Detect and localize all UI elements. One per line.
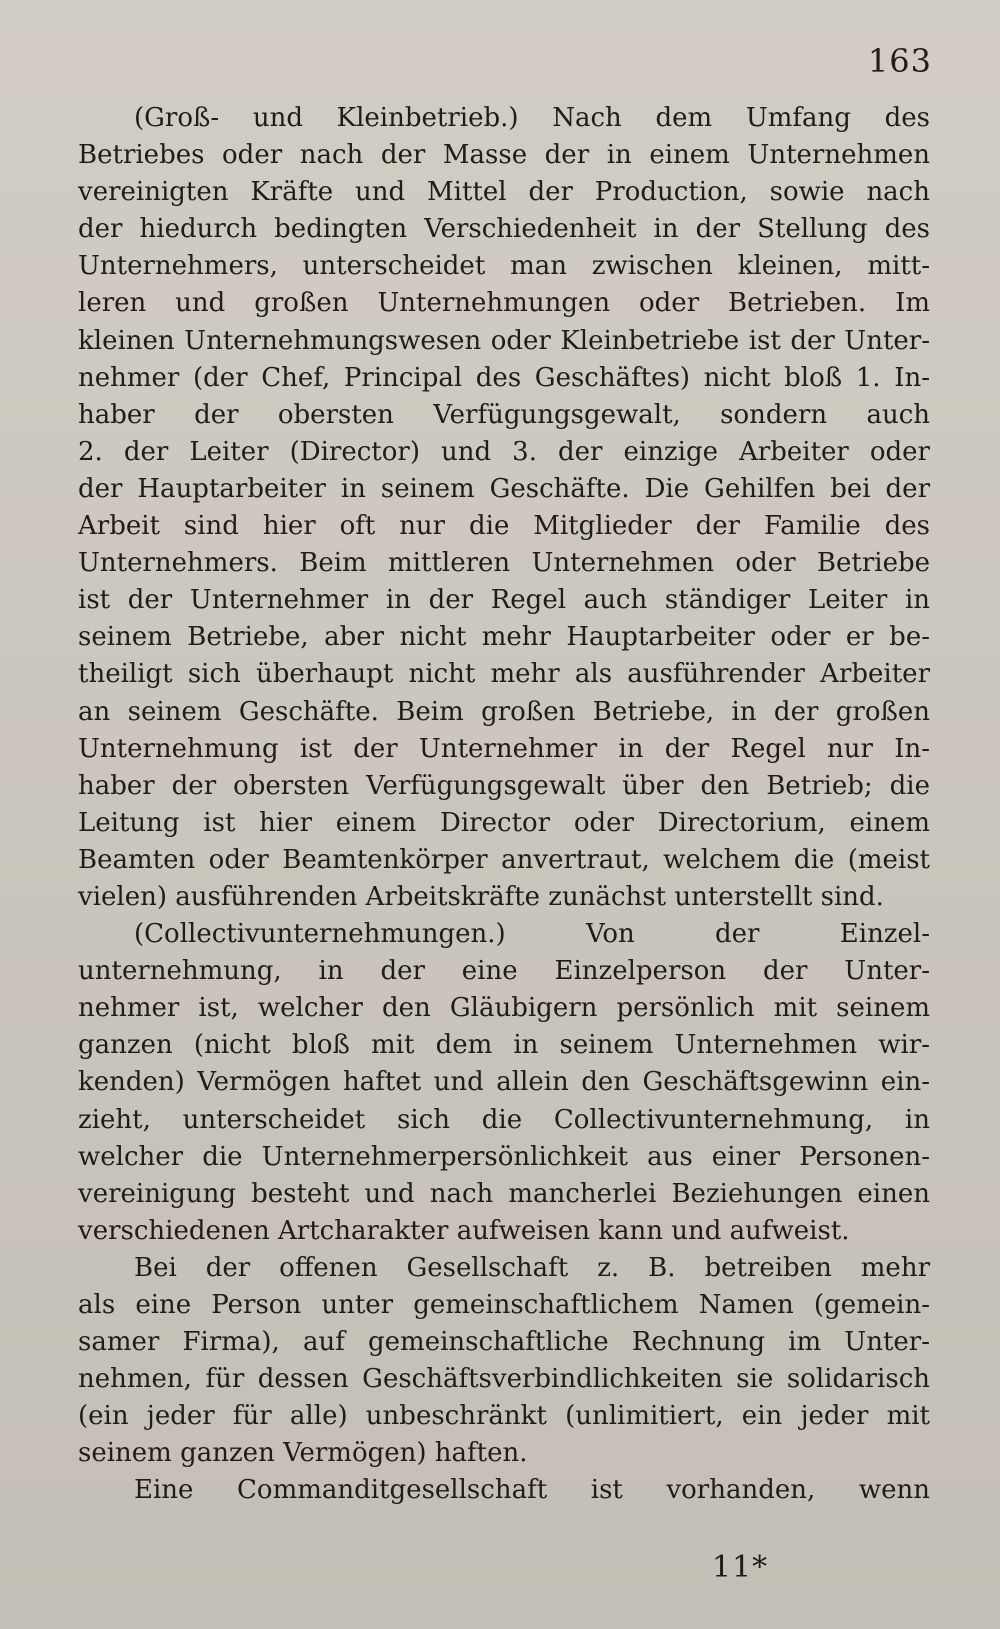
text-line: der hiedurch bedingten Verschiedenheit in der Stellung des xyxy=(78,214,930,245)
text-line: Beamten oder Beamtenkörper anvertraut, welchem die (meist xyxy=(78,844,930,875)
page-number: 163 xyxy=(867,42,932,80)
text-line: 2. der Leiter (Director) und 3. der einzige Arbeiter oder xyxy=(78,436,930,467)
text-line: Bei der offenen Gesellschaft z. B. betreiben mehr xyxy=(134,1252,930,1283)
text-line: nehmen, für dessen Geschäftsverbindlichkeiten sie solidarisch xyxy=(78,1364,930,1395)
text-line: (ein jeder für alle) unbeschränkt (unlimitiert, ein jeder mit xyxy=(78,1401,930,1432)
text-line: ist der Unternehmer in der Regel auch ständiger Leiter in xyxy=(78,585,930,616)
text-line: samer Firma), auf gemeinschaftliche Rechnung im Unter- xyxy=(78,1327,930,1358)
signature-mark: 11* xyxy=(712,1550,769,1585)
text-line: nehmer ist, welcher den Gläubigern persönlich mit seinem xyxy=(78,993,930,1024)
text-line: seinem Betriebe, aber nicht mehr Hauptarbeiter oder er be- xyxy=(78,622,930,653)
text-line: an seinem Geschäfte. Beim großen Betriebe, in der großen xyxy=(78,696,930,727)
text-line: vielen) ausführenden Arbeitskräfte zunächst unterstellt sind. xyxy=(78,881,884,912)
text-line: seinem ganzen Vermögen) haften. xyxy=(78,1438,528,1469)
text-line: vereinigung besteht und nach mancherlei Beziehungen einen xyxy=(78,1178,930,1209)
text-line: welcher die Unternehmerpersönlichkeit aus einer Personen- xyxy=(78,1141,930,1172)
text-line: der Hauptarbeiter in seinem Geschäfte. Die Gehilfen bei der xyxy=(78,473,930,504)
text-line: Unternehmers. Beim mittleren Unternehmen oder Betriebe xyxy=(78,548,930,579)
text-line: unternehmung, in der eine Einzelperson der Unter- xyxy=(78,956,930,987)
text-line: als eine Person unter gemeinschaftlichem Namen (gemein- xyxy=(78,1290,930,1320)
text-line: kleinen Unternehmungswesen oder Kleinbetriebe ist der Unter- xyxy=(78,325,930,356)
text-line: Betriebes oder nach der Masse der in einem Unternehmen xyxy=(78,140,930,171)
text-line: kenden) Vermögen haftet und allein den Geschäftsgewinn ein- xyxy=(78,1067,930,1098)
text-line: verschiedenen Artcharakter aufweisen kann und aufweist. xyxy=(78,1215,850,1246)
text-line: vereinigten Kräfte und Mittel der Production, sowie nach xyxy=(78,177,930,208)
text-line: Unternehmung ist der Unternehmer in der Regel nur In- xyxy=(78,733,930,764)
text-line: haber der obersten Verfügungsgewalt über den Betrieb; die xyxy=(78,770,930,801)
text-line: Unternehmers, unterscheidet man zwischen kleinen, mitt- xyxy=(78,251,930,282)
text-line: haber der obersten Verfügungsgewalt, sondern auch xyxy=(78,399,930,430)
body-text xyxy=(78,100,930,1510)
text-line: (Groß- und Kleinbetrieb.) Nach dem Umfang des xyxy=(134,103,930,133)
text-line: ganzen (nicht bloß mit dem in seinem Unternehmen wir- xyxy=(78,1030,930,1061)
text-line: nehmer (der Chef, Principal des Geschäftes) nicht bloß 1. In- xyxy=(78,362,930,393)
text-line: theiligt sich überhaupt nicht mehr als ausführender Arbeiter xyxy=(78,659,930,690)
text-line: Eine Commanditgesellschaft ist vorhanden, wenn xyxy=(134,1475,930,1506)
text-line: Arbeit sind hier oft nur die Mitglieder der Familie des xyxy=(78,511,930,542)
text-line: leren und großen Unternehmungen oder Betrieben. Im xyxy=(78,288,930,319)
text-line: (Collectivunternehmungen.) Von der Einzel- xyxy=(134,919,930,950)
text-line: zieht, unterscheidet sich die Collectivunternehmung, in xyxy=(78,1104,930,1135)
text-line: Leitung ist hier einem Director oder Directorium, einem xyxy=(78,807,930,838)
